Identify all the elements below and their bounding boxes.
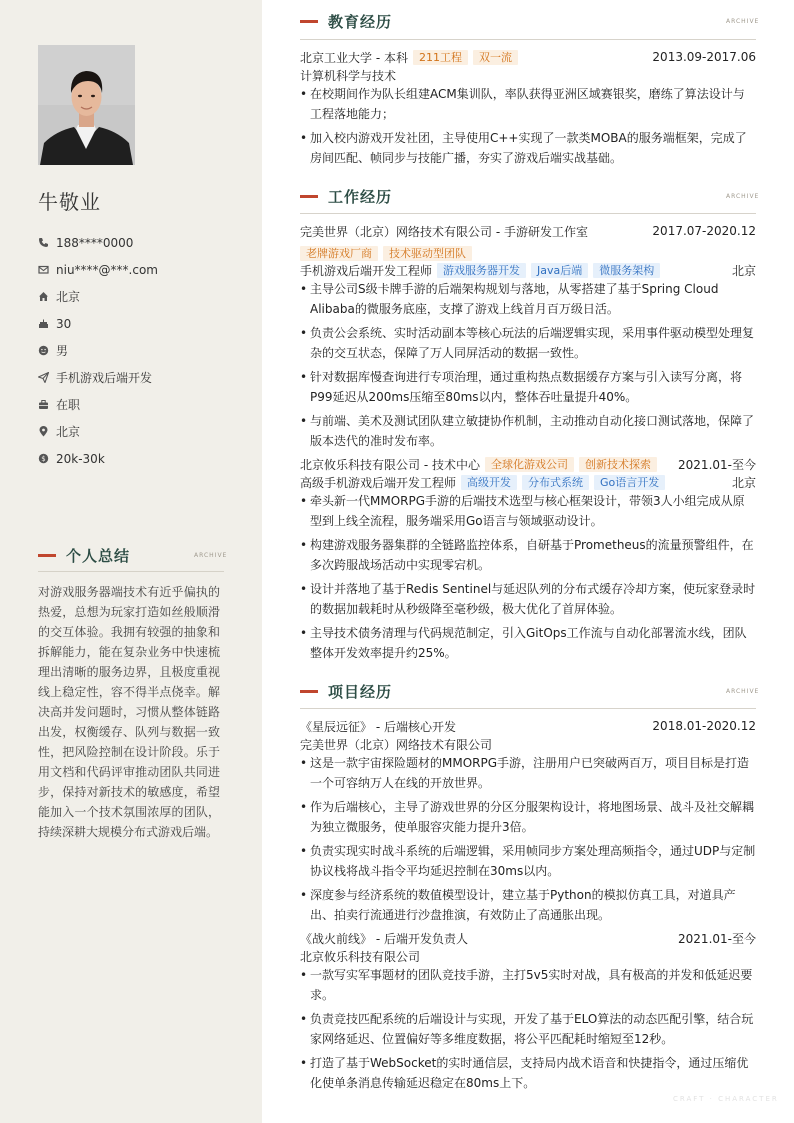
job-bullets	[300, 491, 756, 667]
expected-salary: 20k-30k	[56, 451, 105, 466]
summary-header	[38, 544, 228, 572]
mail-icon	[38, 264, 49, 275]
job-date: 2017.07-2020.12	[652, 224, 756, 238]
project-bullets	[300, 753, 756, 929]
position-tag: 高级开发	[461, 475, 517, 490]
list-item: • 牵头新一代MMORPG手游的后端技术选型与核心框架设计，带领3人小组完成从原型到上线全流程，服务端采用Go语言与领域驱动设计。	[300, 491, 756, 531]
residence-city: 北京	[56, 290, 81, 304]
list-item: • 这是一款宇宙探险题材的MMORPG手游，注册用户已突破两百万，项目目标是打造一个可容纳万人在线的开放世界。	[300, 753, 756, 793]
send-icon	[38, 372, 49, 383]
sidebar	[0, 0, 262, 1123]
job-status: 在职	[56, 398, 81, 412]
contact-info-list	[38, 229, 238, 472]
position-row	[300, 261, 756, 279]
job-header-row	[300, 455, 756, 473]
projects-title: 项目经历	[328, 683, 393, 701]
position-title: 高级手机游戏后端开发工程师	[300, 475, 457, 490]
age-value: 30	[56, 316, 72, 331]
face-icon	[38, 345, 49, 356]
education-archive-label: ARCHIVE	[726, 18, 760, 25]
list-item: • 针对数据库慢查询进行专项治理，通过重构热点数据缓存方案与引入读写分离，将P99延迟从200ms压缩至80ms以内，整体吞吐量提升40%。	[300, 367, 756, 407]
info-age	[38, 310, 238, 337]
major-row	[300, 66, 756, 84]
info-residence	[38, 283, 238, 310]
project-name: 《星辰远征》 - 后端核心开发	[300, 719, 456, 734]
info-phone	[38, 229, 238, 256]
list-item: • 与前端、美术及测试团队建立敏捷协作机制，主动推动自动化接口测试落地，保障了版本迭代的准时发布率。	[300, 411, 756, 451]
project-company: 完美世界（北京）网络技术有限公司	[300, 737, 493, 752]
company-tag: 创新技术探索	[579, 457, 657, 472]
target-city: 北京	[56, 425, 81, 439]
summary-text: 对游戏服务器端技术有近乎偏执的热爱，总想为玩家打造如丝般顺滑的交互体验。我拥有较强的抽象和拆解能力，能在复杂业务中快速梳理出清晰的服务边界，且极度重视线上稳定性，容不得半点侥幸。解决高并发问题时，习惯从整体链路出发，权衡缓存、队列与数据一致性，把风险控制在设计阶段。乐于用文档和代码评审推动团队共同进步，保持对新技术的敏感度，希望能加入一个技术氛围浓厚的团队，持续深耕大规模分布式游戏后端。	[38, 585, 220, 839]
gender-value: 男	[56, 344, 69, 358]
projects-archive-label: ARCHIVE	[726, 688, 760, 695]
info-gender	[38, 337, 238, 364]
section-accent-bar	[300, 690, 318, 693]
info-job-status	[38, 391, 238, 418]
project-name: 《战火前线》 - 后端开发负责人	[300, 931, 468, 946]
list-item: • 主导公司S级卡牌手游的后端架构规划与落地，从零搭建了基于Spring Cloud Alibaba的微服务底座，支撑了游戏上线首月百万级日活。	[300, 279, 756, 319]
position-tag: 微服务架构	[593, 263, 660, 278]
company-name: 完美世界（北京）网络技术有限公司 - 手游研发工作室	[300, 224, 588, 239]
section-divider	[300, 39, 756, 40]
job-date: 2021.01-至今	[678, 457, 756, 472]
section-accent-bar	[38, 554, 56, 557]
list-item: • 深度参与经济系统的数值模型设计，建立基于Python的模拟仿真工具，对道具产出、拍卖行流通进行沙盘推演，有效防止了高通胀出现。	[300, 885, 756, 925]
list-item: • 负责实现实时战斗系统的后端逻辑，采用帧同步方案处理高频指令，通过UDP与定制协议栈将战斗指令平均延迟控制在30ms以内。	[300, 841, 756, 881]
job-city: 北京	[731, 475, 756, 490]
list-item: • 一款写实军事题材的团队竞技手游，主打5v5实时对战，具有极高的并发和低延迟要求。	[300, 965, 756, 1005]
list-item: • 构建游戏服务器集群的全链路监控体系，自研基于Prometheus的流量预警组件，在多次跨服战场活动中实现零宕机。	[300, 535, 756, 575]
work-archive-label: ARCHIVE	[726, 193, 760, 200]
summary-archive-label: ARCHIVE	[194, 552, 228, 559]
section-accent-bar	[300, 195, 318, 198]
company-tag: 全球化游戏公司	[485, 457, 574, 472]
cake-icon	[38, 318, 49, 329]
position-tag: Java后端	[531, 263, 588, 278]
job-bullets	[300, 279, 756, 455]
list-item: • 负责竞技匹配系统的后端设计与实现，开发了基于ELO算法的动态匹配引擎，结合玩家网络延迟、位置偏好等多维度数据，将公平匹配耗时缩短至12秒。	[300, 1009, 756, 1049]
school-name: 北京工业大学 - 本科	[300, 50, 408, 65]
company-tags-row	[300, 244, 756, 262]
position-tag: 游戏服务器开发	[437, 263, 526, 278]
list-item: • 负责公会系统、实时活动副本等核心玩法的后端逻辑实现，采用事件驱动模型处理复杂的交互状态，保障了万人同屏活动的数据一致性。	[300, 323, 756, 363]
education-title: 教育经历	[328, 13, 393, 31]
email-address: niu****@***.com	[56, 262, 158, 277]
school-tag: 211工程	[413, 50, 468, 65]
project-company: 北京攸乐科技有限公司	[300, 949, 421, 964]
svg-text:$: $	[41, 455, 46, 463]
section-accent-bar	[300, 20, 318, 23]
position-row	[300, 473, 756, 491]
list-item: • 主导技术债务清理与代码规范制定，引入GitOps工作流与自动化部署流水线，团队整体开发效率提升约25%。	[300, 623, 756, 663]
school-tag: 双一流	[473, 50, 518, 65]
section-divider	[300, 708, 756, 709]
summary-title: 个人总结	[66, 547, 131, 565]
info-salary	[38, 445, 238, 472]
project-header-row	[300, 929, 756, 947]
education-bullets	[300, 84, 756, 172]
company-tag: 技术驱动型团队	[383, 246, 472, 261]
job-city: 北京	[731, 263, 756, 278]
list-item: • 加入校内游戏开发社团，主导使用C++实现了一款类MOBA的服务端框架，完成了房间匹配、帧同步与技能广播，夯实了游戏后端实战基础。	[300, 128, 756, 168]
project-bullets	[300, 965, 756, 1097]
info-target-city	[38, 418, 238, 445]
position-tag: 分布式系统	[522, 475, 589, 490]
profile-photo	[38, 45, 135, 165]
company-name: 北京攸乐科技有限公司 - 技术中心	[300, 457, 480, 472]
money-icon	[38, 453, 49, 464]
major-name: 计算机科学与技术	[300, 68, 397, 83]
watermark: CRAFT · CHARACTER	[673, 1095, 779, 1103]
section-divider	[300, 213, 756, 214]
company-tag: 老牌游戏厂商	[300, 246, 378, 261]
project-header-row	[300, 717, 756, 735]
list-item: • 在校期间作为队长组建ACM集训队，率队获得亚洲区域赛银奖，磨练了算法设计与工程落地能力；	[300, 84, 756, 124]
info-email	[38, 256, 238, 283]
work-title: 工作经历	[328, 188, 393, 206]
project-date: 2021.01-至今	[678, 931, 756, 946]
location-icon	[38, 426, 49, 437]
list-item: • 作为后端核心，主导了游戏世界的分区分服架构设计，将地图场景、战斗及社交解耦为独立微服务，使单服容灾能力提升3倍。	[300, 797, 756, 837]
list-item: • 设计并落地了基于Redis Sentinel与延迟队列的分布式缓存冷却方案，使玩家登录时的数据加载耗时从秒级降至毫秒级，极大优化了首屏体验。	[300, 579, 756, 619]
phone-number: 188****0000	[56, 235, 134, 250]
candidate-name: 牛敬业	[38, 190, 101, 214]
project-date: 2018.01-2020.12	[652, 719, 756, 733]
position-tag: Go语言开发	[594, 475, 665, 490]
home-icon	[38, 291, 49, 302]
position-title: 手机游戏后端开发工程师	[300, 263, 433, 278]
info-target-position	[38, 364, 238, 391]
phone-icon	[38, 237, 49, 248]
project-company-row	[300, 947, 756, 965]
job-header-row	[300, 222, 756, 240]
target-position: 手机游戏后端开发	[56, 371, 153, 385]
briefcase-icon	[38, 399, 49, 410]
education-date: 2013.09-2017.06	[652, 50, 756, 64]
project-company-row	[300, 735, 756, 753]
list-item: • 打造了基于WebSocket的实时通信层，支持局内战术语音和快捷指令，通过压缩优化使单条消息传输延迟稳定在80ms上下。	[300, 1053, 756, 1093]
education-header-row	[300, 48, 756, 66]
